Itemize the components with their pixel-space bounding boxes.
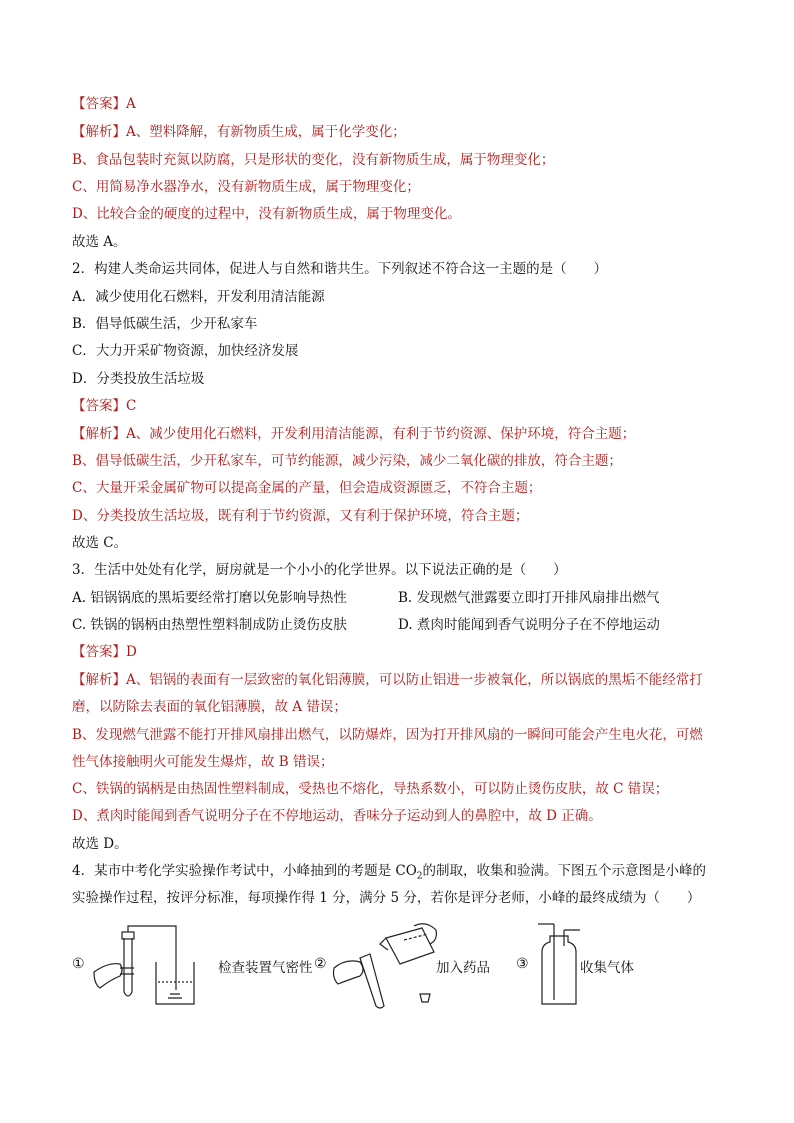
q1-analysis-line: D、比较合金的硬度的过程中，没有新物质生成，属于物理变化。 bbox=[72, 206, 461, 222]
q3-conclusion: 故选 D。 bbox=[72, 836, 128, 852]
q2-analysis-line: 【解析】A、减少使用化石燃料，开发利用清洁能源，有利于节约资源、保护环境，符合主题； bbox=[72, 426, 636, 442]
q2-option-a: A．减少使用化石燃料，开发利用清洁能源 bbox=[72, 289, 325, 305]
q2-option-b: B．倡导低碳生活，少开私家车 bbox=[72, 316, 258, 332]
q2-analysis-line: B、倡导低碳生活，少开私家车，可节约能源，减少污染，减少二氧化碳的排放，符合主题； bbox=[72, 453, 622, 469]
q1-answer: 【答案】A bbox=[72, 96, 136, 112]
q2-option-d: D．分类投放生活垃圾 bbox=[72, 371, 205, 387]
q2-stem: 2．构建人类命运共同体，促进人与自然和谐共生。下列叙述不符合这一主题的是（ ） bbox=[72, 261, 608, 277]
q3-option-c: C. 铁锅的锅柄由热塑性塑料制成防止烫伤皮肤 bbox=[72, 617, 347, 633]
q4-stem-line: 实验操作过程，按评分标准，每项操作得 1 分，满分 5 分，若你是评分老师，小峰的最终成绩为（ ） bbox=[72, 890, 701, 906]
q3-analysis-line: 性气体接触明火可能发生爆炸，故 B 错误； bbox=[72, 754, 334, 770]
q3-option-d: D. 煮肉时能闻到香气说明分子在不停地运动 bbox=[398, 617, 660, 633]
q2-analysis-line: C、大量开采金属矿物可以提高金属的产量，但会造成资源匮乏，不符合主题； bbox=[72, 480, 542, 496]
q3-analysis-line: 磨，以防除去表面的氧化铝薄膜，故 A 错误； bbox=[72, 699, 347, 715]
gas-collection-bottle-icon bbox=[534, 922, 584, 1010]
q1-analysis-line: B、食品包装时充氮以防腐，只是形状的变化，没有新物质生成，属于物理变化； bbox=[72, 152, 555, 168]
q4-stem-line: 4．某市中考化学实验操作考试中，小峰抽到的考题是 $CO_2$的制取，收集和验满。下图五个示意图是小峰的 bbox=[72, 863, 707, 882]
q3-analysis-line: C、铁锅的锅柄是由热固性塑料制成，受热也不熔化，导热系数小，可以防止烫伤皮肤，故 C 错误； bbox=[72, 781, 669, 797]
q3-option-b: B. 发现燃气泄露要立即打开排风扇排出燃气 bbox=[398, 590, 660, 606]
figure-1-label: 检查装置气密性 bbox=[218, 960, 313, 976]
figure-3-label: 收集气体 bbox=[580, 960, 634, 976]
figure-2-number: ② bbox=[314, 956, 327, 972]
adding-reagent-icon bbox=[330, 922, 450, 1010]
q3-answer: 【答案】D bbox=[72, 644, 137, 660]
q1-analysis-line: C、用简易净水器净水，没有新物质生成，属于物理变化； bbox=[72, 179, 420, 195]
q3-analysis-line: B、发现燃气泄露不能打开排风扇排出燃气，以防爆炸，因为打开排风扇的一瞬间可能会产生电火花，可燃 bbox=[72, 727, 703, 743]
q3-analysis-line: D、煮肉时能闻到香气说明分子在不停地运动，香味分子运动到人的鼻腔中，故 D 正确。 bbox=[72, 808, 602, 824]
q1-analysis-line: 【解析】A、塑料降解，有新物质生成，属于化学变化； bbox=[72, 124, 406, 140]
q3-stem: 3．生活中处处有化学，厨房就是一个小小的化学世界。以下说法正确的是（ ） bbox=[72, 562, 567, 578]
figure-3-number: ③ bbox=[516, 956, 529, 972]
q2-analysis-line: D、分类投放生活垃圾，既有利于节约资源，又有利于保护环境，符合主题； bbox=[72, 508, 529, 524]
figure-1-number: ① bbox=[72, 956, 85, 972]
figure-2-label: 加入药品 bbox=[436, 960, 490, 976]
q1-conclusion: 故选 A。 bbox=[72, 234, 127, 250]
q2-option-c: C．大力开采矿物资源，加快经济发展 bbox=[72, 343, 299, 359]
q3-analysis-line: 【解析】A、铝锅的表面有一层致密的氧化铝薄膜，可以防止铝进一步被氧化，所以锅底的黑垢不能经常打 bbox=[72, 672, 703, 688]
q3-options-row bbox=[72, 588, 660, 608]
q3-option-a: A. 铝锅锅底的黑垢要经常打磨以免影响导热性 bbox=[72, 590, 347, 606]
q4-figures bbox=[72, 922, 732, 1012]
q3-options-row bbox=[72, 615, 660, 635]
q2-conclusion: 故选 C。 bbox=[72, 535, 128, 551]
q2-answer: 【答案】C bbox=[72, 398, 137, 414]
gas-tightness-apparatus-icon bbox=[90, 922, 210, 1010]
